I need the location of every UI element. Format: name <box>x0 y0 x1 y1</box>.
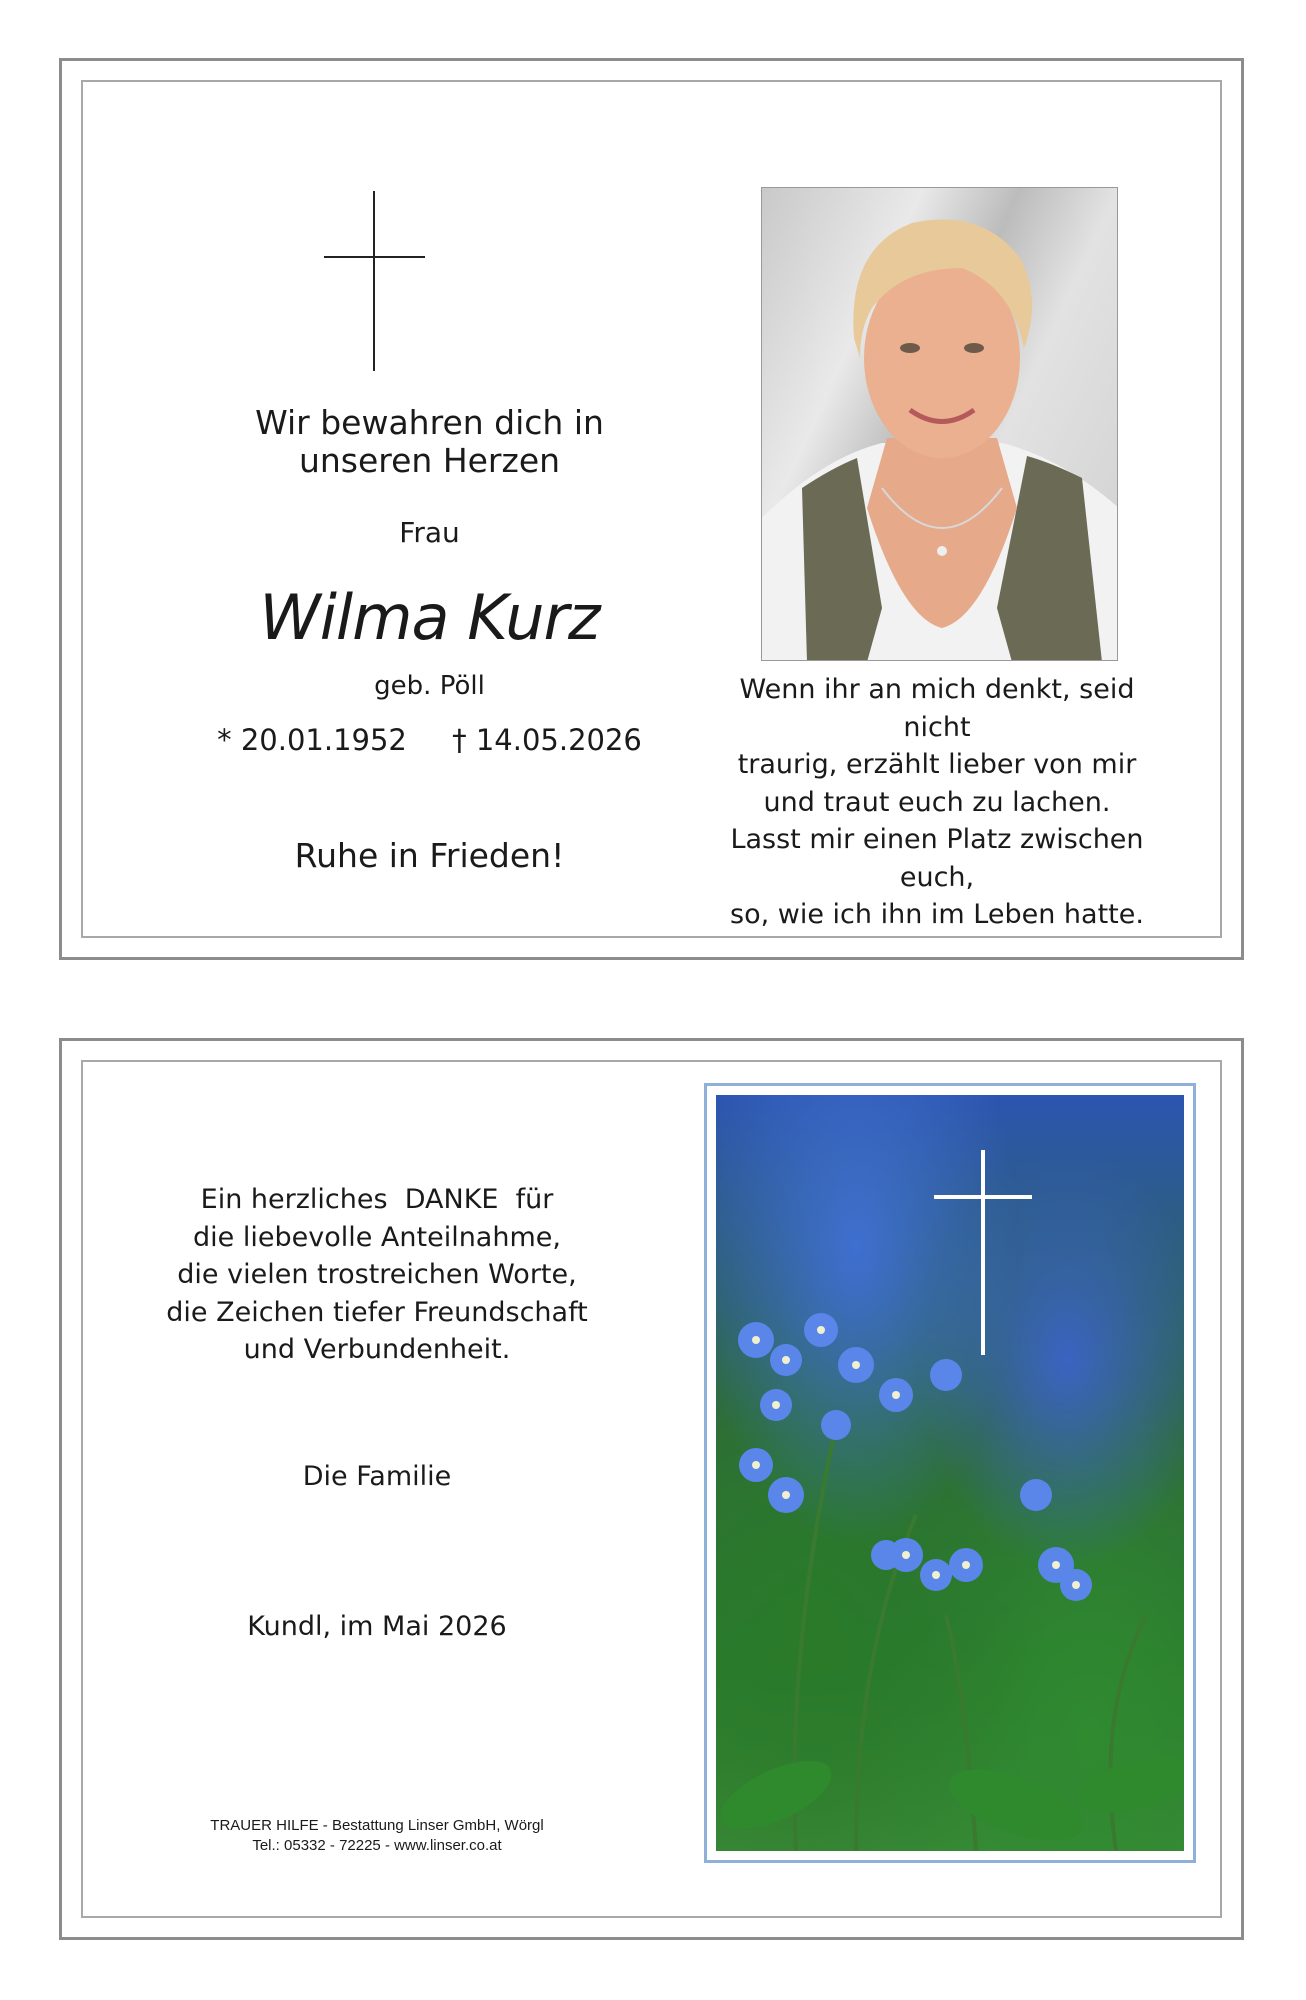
death-date: † 14.05.2026 <box>452 723 642 757</box>
motto <box>212 404 647 480</box>
thanks-line: die Zeichen tiefer Freundschaft <box>166 1296 588 1328</box>
motto-line: unseren Herzen <box>298 441 561 480</box>
memorial-quote <box>702 671 1172 934</box>
back-card <box>59 1038 1244 1940</box>
front-card <box>59 58 1244 960</box>
footer-line: TRAUER HILFE - Bestattung Linser GmbH, Wörgl <box>210 1817 544 1834</box>
maiden-name: geb. Pöll <box>374 671 485 701</box>
footer-line: Tel.: 05332 - 72225 - www.linser.co.at <box>252 1837 502 1854</box>
thanks-line: die liebevolle Anteilnahme, <box>193 1221 561 1253</box>
deceased-name: Wilma Kurz <box>259 581 600 654</box>
signature: Die Familie <box>302 1461 452 1492</box>
forget-me-not-photo <box>716 1095 1184 1851</box>
place-date: Kundl, im Mai 2026 <box>247 1611 507 1642</box>
portrait-photo <box>761 187 1118 661</box>
thanks-line: Ein herzliches DANKE für <box>200 1184 554 1215</box>
funeral-home-footer <box>122 1816 632 1856</box>
quote-line: so, wie ich ihn im Leben hatte. <box>730 899 1144 930</box>
thanks-line: die vielen trostreichen Worte, <box>177 1259 577 1290</box>
quote-line: und traut euch zu lachen. <box>763 786 1111 818</box>
portrait-illustration <box>762 188 1118 661</box>
quote-line: Lasst mir einen Platz zwischen euch, <box>730 824 1144 893</box>
farewell-text: Ruhe in Frieden! <box>294 836 565 875</box>
thanks-line: und Verbundenheit. <box>243 1334 511 1365</box>
honorific: Frau <box>399 516 460 549</box>
quote-line: traurig, erzählt lieber von mir <box>737 749 1137 780</box>
birth-date: * 20.01.1952 <box>217 723 407 757</box>
thank-you-text <box>142 1181 612 1369</box>
life-dates <box>162 723 697 757</box>
flower-illustration <box>716 1095 1184 1851</box>
quote-line: Wenn ihr an mich denkt, seid nicht <box>739 674 1135 743</box>
motto-line: Wir bewahren dich in <box>255 403 604 442</box>
forget-me-not-photo-frame <box>704 1083 1196 1863</box>
